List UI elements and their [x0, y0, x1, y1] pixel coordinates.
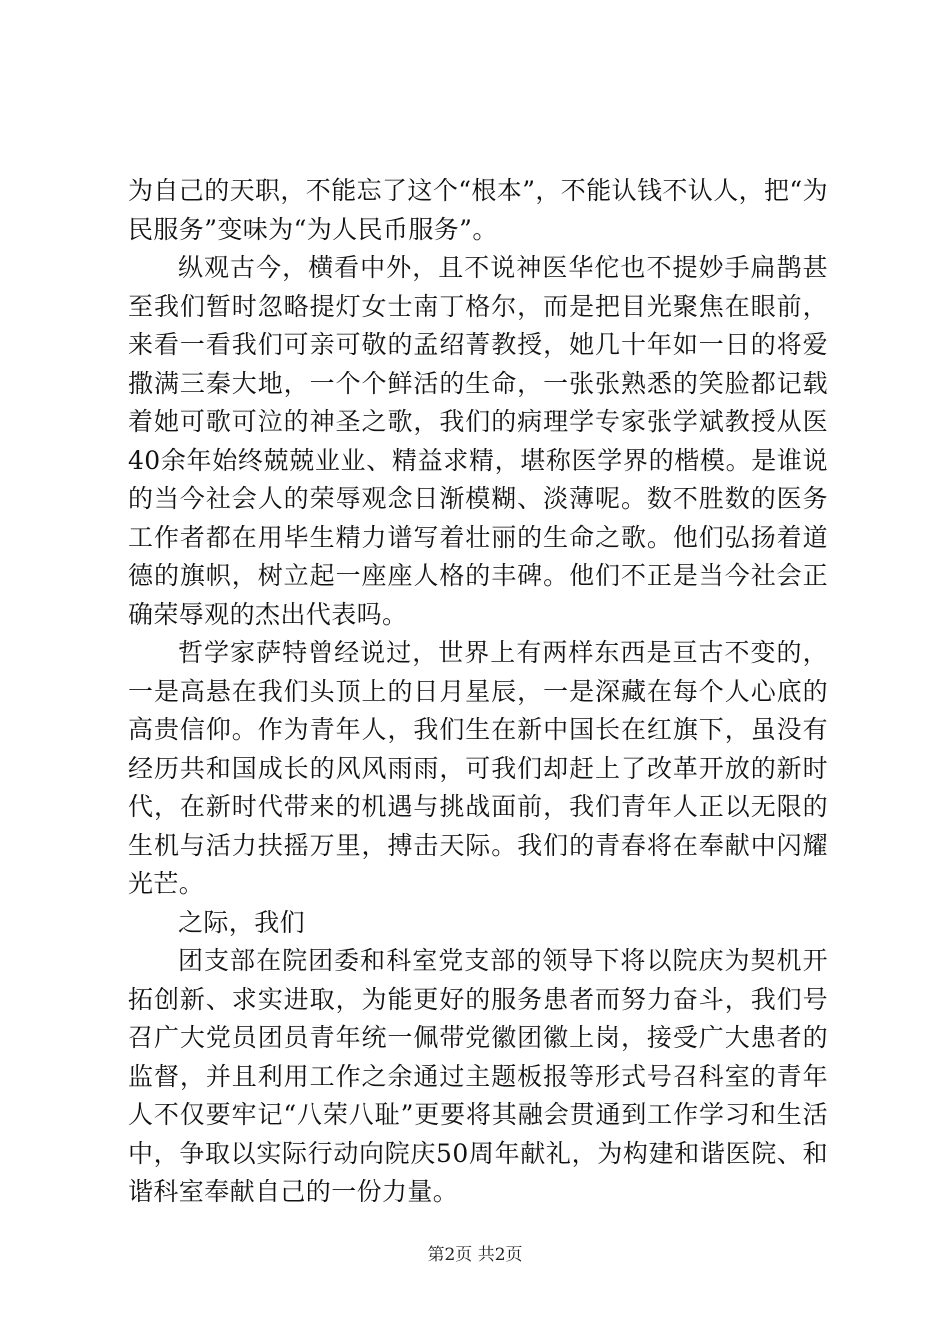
paragraph-youth: 哲学家萨特曾经说过，世界上有两样东西是亘古不变的，一是高悬在我们头顶上的日月星辰，一是深藏在每个人心底的高贵信仰。作为青年人，我们生在新中国长在红旗下，虽没有经历共和国成长的风风雨雨，可我们却赶上了改革开放的新时代，在新时代带来的机遇与挑战面前，我们青年人正以无限的生机与活力扶摇万里，搏击天际。我们的青春将在奉献中闪耀光芒。	[128, 638, 828, 898]
paragraph-continuation: 为自己的天职，不能忘了这个“根本”，不能认钱不认人，把“为民服务”变味为“为人民币服务”。	[128, 176, 828, 244]
paragraph-role-models: 纵观古今，横看中外，且不说神医华佗也不提妙手扁鹊甚至我们暂时忽略提灯女士南丁格尔，而是把目光聚焦在眼前，来看一看我们可亲可敬的孟绍菁教授，她几十年如一日的将爱撒满三秦大地，一个个鲜活的生命，一张张熟悉的笑脸都记载着她可歌可泣的神圣之歌，我们的病理学专家张学斌教授从医40余年始终兢兢业业、精益求精，堪称医学界的楷模。是谁说的当今社会人的荣辱观念日渐模糊、淡薄呢。数不胜数的医务工作者都在用毕生精力谱写着壮丽的生命之歌。他们弘扬着道德的旗帜，树立起一座座人格的丰碑。他们不正是当今社会正确荣辱观的杰出代表吗。	[128, 253, 828, 629]
document-body	[128, 172, 828, 1212]
page-footer: 第2页 共2页	[427, 1245, 523, 1265]
paragraph-fragment: 之际，我们	[178, 907, 306, 937]
paragraph-league-branch: 团支部在院团委和科室党支部的领导下将以院庆为契机开拓创新、求实进取，为能更好的服务患者而努力奋斗，我们号召广大党员团员青年统一佩带党徽团徽上岗，接受广大患者的监督，并且利用工作之余通过主题板报等形式号召科室的青年人不仅要牢记“八荣八耻”更要将其融会贯通到工作学习和生活中，争取以实际行动向院庆50周年献礼，为构建和谐医院、和谐科室奉献自己的一份力量。	[128, 946, 828, 1206]
